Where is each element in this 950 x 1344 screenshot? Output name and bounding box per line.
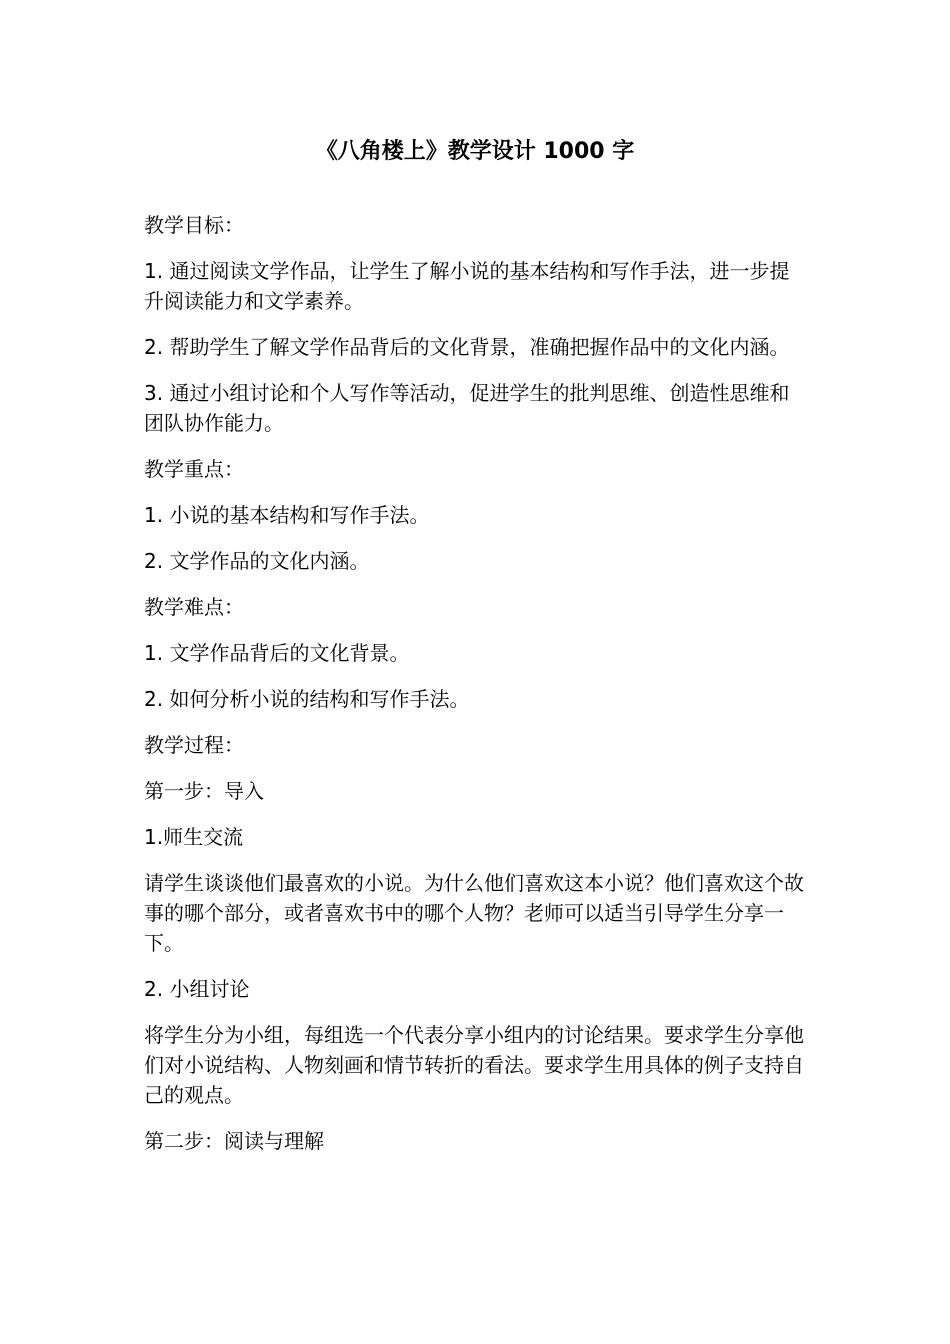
section-heading-key-points: 教学重点： (144, 457, 244, 481)
key-point-item-2: 2. 文学作品的文化内涵。 (144, 549, 370, 573)
section-heading-objectives: 教学目标： (144, 213, 244, 237)
objective-item-2: 2. 帮助学生了解文学作品背后的文化背景，准确把握作品中的文化内涵。 (144, 335, 790, 359)
step-heading-1: 第一步：导入 (144, 779, 264, 803)
difficulty-item-2: 2. 如何分析小说的结构和写作手法。 (144, 687, 470, 711)
step-subheading-2: 2. 小组讨论 (144, 977, 250, 1001)
step-subheading-1: 1.师生交流 (144, 825, 244, 849)
document-title: 《八角楼上》教学设计 1000 字 (315, 139, 635, 164)
step-paragraph-1: 请学生谈谈他们最喜欢的小说。为什么他们喜欢这本小说？他们喜欢这个故事的哪个部分，或者喜欢书中的哪个人物？老师可以适当引导学生分享一下。 (144, 871, 804, 955)
step-heading-2: 第二步：阅读与理解 (144, 1129, 324, 1153)
objective-item-1: 1. 通过阅读文学作品，让学生了解小说的基本结构和写作手法，进一步提升阅读能力和文学素养。 (144, 259, 790, 313)
section-heading-difficulties: 教学难点： (144, 595, 244, 619)
objective-item-3: 3. 通过小组讨论和个人写作等活动，促进学生的批判思维、创造性思维和团队协作能力。 (144, 381, 790, 435)
key-point-item-1: 1. 小说的基本结构和写作手法。 (144, 503, 430, 527)
section-heading-process: 教学过程： (144, 733, 244, 757)
difficulty-item-1: 1. 文学作品背后的文化背景。 (144, 641, 410, 665)
document-body (144, 210, 804, 1172)
step-paragraph-2: 将学生分为小组，每组选一个代表分享小组内的讨论结果。要求学生分享他们对小说结构、人物刻画和情节转折的看法。要求学生用具体的例子支持自己的观点。 (144, 1023, 804, 1107)
